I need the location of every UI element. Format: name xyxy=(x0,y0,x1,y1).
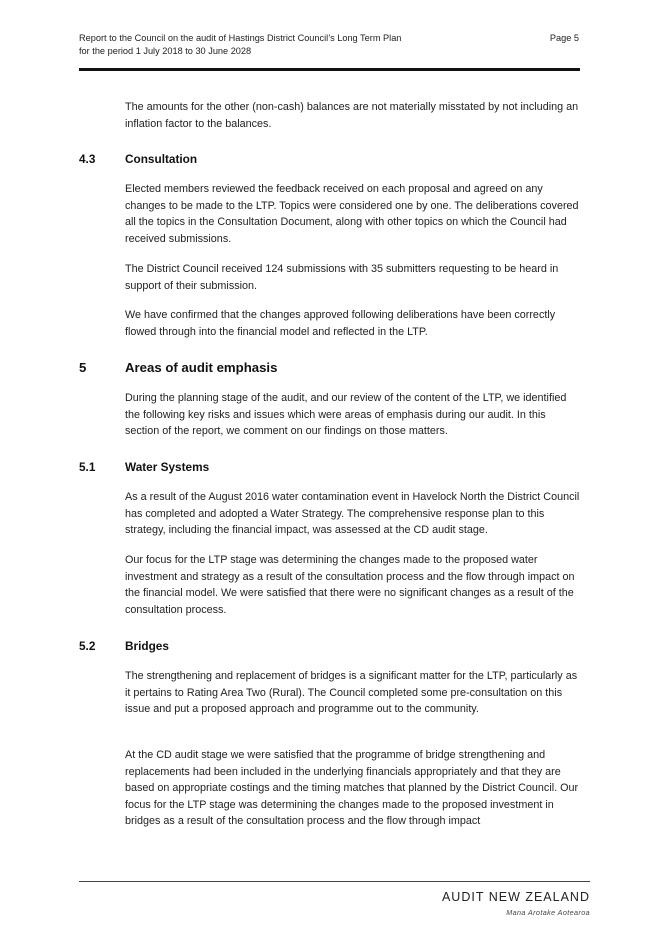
page-number: Page 5 xyxy=(549,33,579,43)
paragraph-consultation-2: The District Council received 124 submissions with 35 submitters requesting to be heard in support of their submission. xyxy=(125,263,559,292)
logo-name: AUDIT NEW ZEALAND xyxy=(441,890,590,904)
paragraph-bridges-2: At the CD audit stage we were satisfied that the programme of bridge strengthening and replacements had been included in the underlying financials appropriately and that they are based on appropriate costings and the timing matches that planned by the District Council. Our focus for the LTP stage was determining the changes made to the proposed investment in bridges as a result of the consultation process and the flow through impact xyxy=(125,749,579,828)
section-number: 5.2 xyxy=(79,639,96,653)
paragraph-consultation-1: Elected members reviewed the feedback received on each proposal and agreed on any changes to be made to the LTP. Topics were considered one by one. The deliberations covered all the topics in the Consultation Document, along with other topics on which the Council had received submissions. xyxy=(125,183,579,245)
section-title: Consultation xyxy=(125,152,198,166)
footer-rule xyxy=(79,881,590,882)
audit-nz-logo xyxy=(442,890,590,917)
section-number: 4.3 xyxy=(79,152,96,166)
section-number: 5 xyxy=(79,360,87,375)
page-header xyxy=(79,32,579,57)
paragraph-bridges-1: The strengthening and replacement of bridges is a significant matter for the LTP, particularly as it pertains to Rating Area Two (Rural). The Council completed some pre-consultation on this issue and put a proposed approach and programme out to the community. xyxy=(125,670,578,716)
section-title: Water Systems xyxy=(125,460,210,474)
header-title-line1: Report to the Council on the audit of Hastings District Council’s Long Term Plan xyxy=(79,33,402,43)
header-title-line2: for the period 1 July 2018 to 30 June 2028 xyxy=(79,45,252,56)
logo-subtitle: Mana Arotake Aotearoa xyxy=(506,908,590,917)
section-title: Areas of audit emphasis xyxy=(125,360,278,375)
paragraph-consultation-3: We have confirmed that the changes approved following deliberations have been correctly flowed through into the financial model and reflected in the LTP. xyxy=(125,309,556,338)
header-rule xyxy=(79,68,580,71)
paragraph-water-2: Our focus for the LTP stage was determining the changes made to the proposed water investment and strategy as a result of the consultation process and the flow through impact on the financial model. We were satisfied that there were no significant changes as a result of the consultation process. xyxy=(125,554,575,616)
paragraph-inflation: The amounts for the other (non-cash) balances are not materially misstated by not including an inflation factor to the balances. xyxy=(125,101,579,130)
paragraph-audit-emphasis: During the planning stage of the audit, and our review of the content of the LTP, we identified the following key risks and issues which were areas of emphasis during our audit. In this section of the report, we comment on our findings on those matters. xyxy=(125,392,567,438)
section-title: Bridges xyxy=(125,639,169,653)
section-number: 5.1 xyxy=(79,460,96,474)
paragraph-water-1: As a result of the August 2016 water contamination event in Havelock North the District Council has completed and adopted a Water Strategy. The comprehensive response plan to this strategy, including the financial impact, was assessed at the CD audit stage. xyxy=(125,491,580,537)
